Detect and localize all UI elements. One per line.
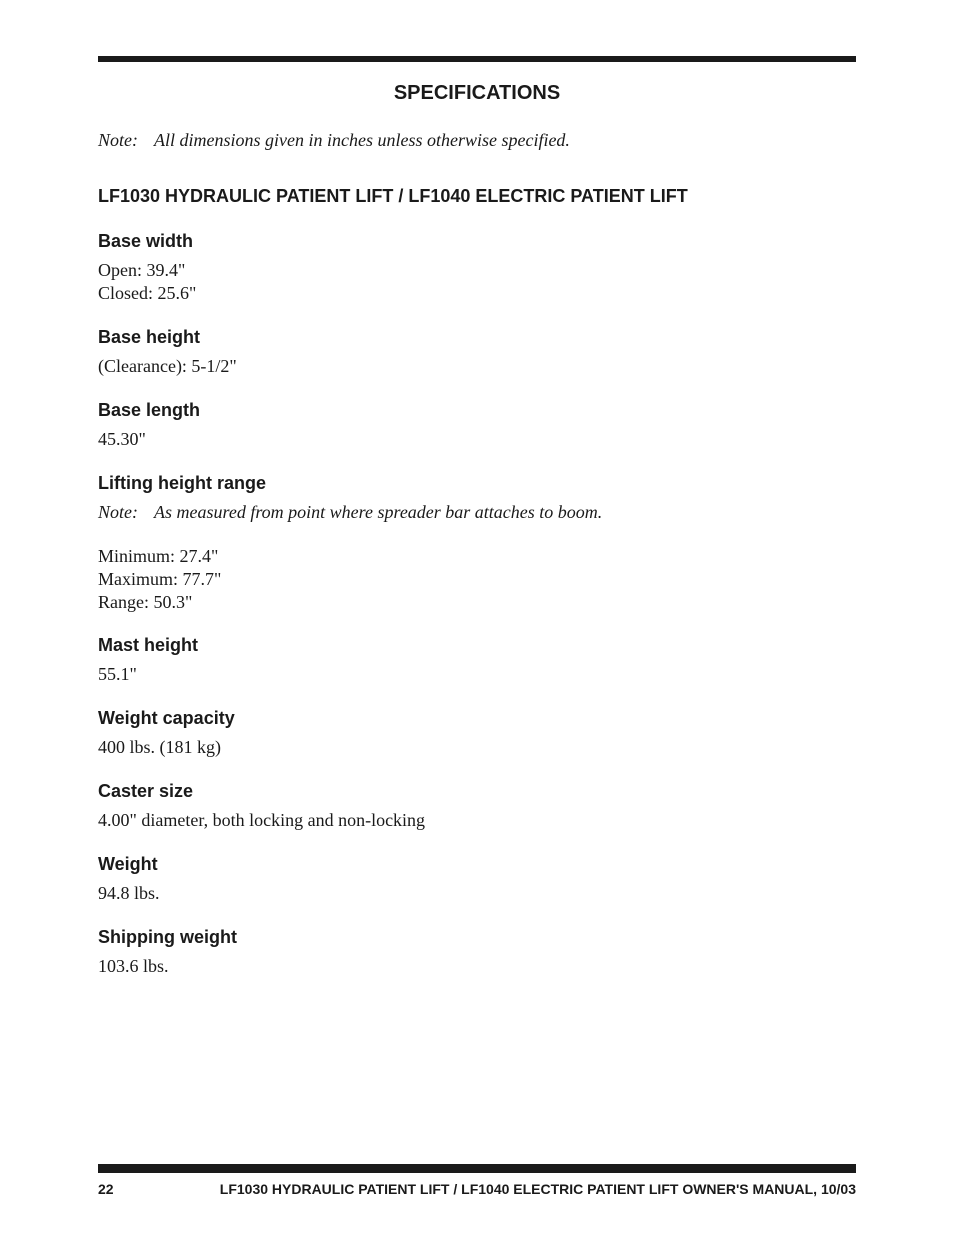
spec-heading-base-width: Base width bbox=[98, 231, 194, 251]
spec-value-lifting-height-range bbox=[98, 545, 221, 614]
spec-line: 94.8 lbs. bbox=[98, 883, 160, 903]
note-text: As measured from point where spreader bar attaches to boom. bbox=[154, 502, 603, 522]
spec-heading-caster-size: Caster size bbox=[98, 781, 194, 801]
spec-value-shipping-weight bbox=[98, 955, 169, 978]
spec-line: 55.1" bbox=[98, 664, 137, 684]
footer-manual-title: LF1030 HYDRAULIC PATIENT LIFT / LF1040 ELECTRIC PATIENT LIFT OWNER'S MANUAL, 10/03 bbox=[219, 1181, 856, 1197]
dimensions-note bbox=[98, 130, 570, 151]
spec-line: 4.00" diameter, both locking and non-locking bbox=[98, 810, 426, 830]
spec-heading-lifting-height-range: Lifting height range bbox=[98, 473, 266, 493]
spec-value-weight-capacity bbox=[98, 736, 221, 759]
spec-line: 400 lbs. (181 kg) bbox=[98, 737, 221, 757]
page-title: SPECIFICATIONS bbox=[393, 82, 561, 104]
spec-line: Closed: 25.6" bbox=[98, 283, 197, 303]
spec-line: 45.30" bbox=[98, 429, 146, 449]
footer-rule bbox=[98, 1164, 856, 1173]
page-number: 22 bbox=[98, 1181, 114, 1197]
header-rule bbox=[98, 56, 856, 62]
note-text: All dimensions given in inches unless otherwise specified. bbox=[154, 130, 570, 150]
spec-line: Range: 50.3" bbox=[98, 592, 193, 612]
note-label: Note: bbox=[98, 502, 138, 522]
section-subtitle: LF1030 HYDRAULIC PATIENT LIFT / LF1040 ELECTRIC PATIENT LIFT bbox=[98, 186, 688, 206]
spec-line: 103.6 lbs. bbox=[98, 956, 169, 976]
spec-value-weight bbox=[98, 882, 160, 905]
spec-value-base-height bbox=[98, 355, 237, 378]
spec-line: (Clearance): 5-1/2" bbox=[98, 356, 237, 376]
spec-heading-base-height: Base height bbox=[98, 327, 201, 347]
spec-line: Open: 39.4" bbox=[98, 260, 186, 280]
spec-value-caster-size bbox=[98, 809, 425, 832]
spec-line: Maximum: 77.7" bbox=[98, 569, 222, 589]
spec-value-base-length bbox=[98, 428, 146, 451]
spec-heading-shipping-weight: Shipping weight bbox=[98, 927, 237, 947]
spec-heading-mast-height: Mast height bbox=[98, 635, 199, 655]
spec-value-base-width bbox=[98, 259, 196, 305]
spec-line: Minimum: 27.4" bbox=[98, 546, 219, 566]
spec-value-mast-height bbox=[98, 663, 137, 686]
note-label: Note: bbox=[98, 130, 138, 150]
spec-heading-weight: Weight bbox=[98, 854, 158, 874]
spec-heading-base-length: Base length bbox=[98, 400, 201, 420]
lifting-height-note bbox=[98, 501, 602, 524]
spec-heading-weight-capacity: Weight capacity bbox=[98, 708, 235, 728]
